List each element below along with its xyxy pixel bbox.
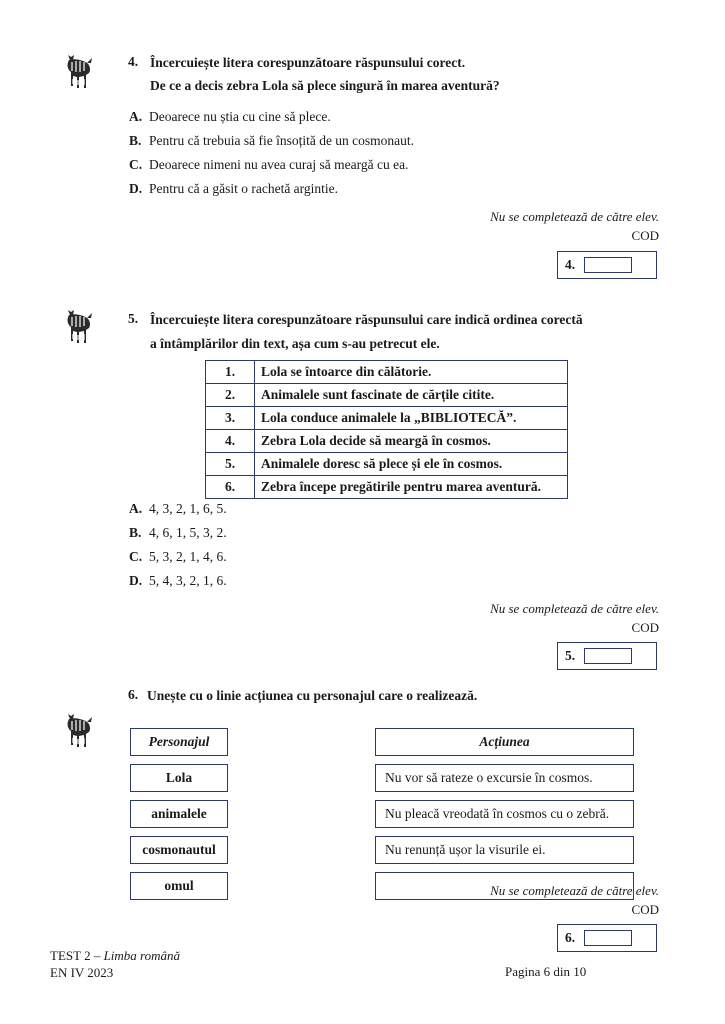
- cod-label-4: COD: [631, 228, 659, 243]
- question-4-number: 4.: [128, 54, 139, 69]
- zebra-icon: [62, 307, 96, 349]
- row-text: Animalele sunt fascinate de cărțile citite.: [255, 384, 568, 407]
- row-text: Animalele doresc să plece și ele în cosmos.: [255, 453, 568, 476]
- table-row: [206, 476, 568, 499]
- matching-left-item[interactable]: cosmonautul: [130, 836, 228, 864]
- question-6-number: 6.: [128, 687, 139, 702]
- option-c-text: 5, 3, 2, 1, 4, 6.: [149, 549, 227, 564]
- matching-right-column: [375, 728, 634, 908]
- question-4-substem: De ce a decis zebra Lola să plece singură în marea aventură?: [150, 78, 500, 93]
- option-a-letter: A.: [129, 501, 143, 516]
- option-d[interactable]: [129, 181, 338, 197]
- row-index: 2.: [206, 384, 255, 407]
- matching-right-header: Acțiunea: [375, 728, 634, 756]
- table-row: [206, 430, 568, 453]
- option-b-text: 4, 6, 1, 5, 3, 2.: [149, 525, 227, 540]
- matching-left-item[interactable]: omul: [130, 872, 228, 900]
- option-a[interactable]: [129, 109, 331, 125]
- table-row: [206, 453, 568, 476]
- option-a[interactable]: [129, 501, 227, 517]
- cod-box-4-blank[interactable]: [584, 257, 632, 273]
- cod-box-5[interactable]: [557, 642, 657, 670]
- cod-box-5-blank[interactable]: [584, 648, 632, 664]
- option-b-letter: B.: [129, 525, 142, 540]
- option-a-letter: A.: [129, 109, 143, 124]
- row-text: Lola se întoarce din călătorie.: [255, 361, 568, 384]
- footer-left: [50, 947, 180, 981]
- option-b-letter: B.: [129, 133, 142, 148]
- not-filled-note-4: Nu se completează de către elev.: [490, 209, 659, 224]
- question-5-number: 5.: [128, 311, 139, 326]
- row-text: Lola conduce animalele la „BIBLIOTECĂ”.: [255, 407, 568, 430]
- option-d-text: 5, 4, 3, 2, 1, 6.: [149, 573, 227, 588]
- option-b-text: Pentru că trebuia să fie însoțită de un cosmonaut.: [149, 133, 415, 148]
- option-b[interactable]: [129, 525, 227, 541]
- row-index: 3.: [206, 407, 255, 430]
- question-6-stem: Unește cu o linie acțiunea cu personajul care o realizează.: [147, 688, 478, 703]
- footer-test-italic: Limba română: [103, 948, 181, 963]
- matching-left-item[interactable]: animalele: [130, 800, 228, 828]
- question-4-stem: Încercuiește litera corespunzătoare răspunsului corect.: [150, 55, 466, 70]
- footer-page-number: Pagina 6 din 10: [505, 964, 587, 979]
- order-table: [205, 360, 568, 499]
- table-row: [206, 384, 568, 407]
- footer-exam-line: EN IV 2023: [50, 965, 114, 980]
- option-d-letter: D.: [129, 181, 143, 196]
- option-c[interactable]: [129, 157, 408, 173]
- cod-label-5: COD: [631, 620, 659, 635]
- option-d-text: Pentru că a găsit o rachetă argintie.: [149, 181, 339, 196]
- matching-right-item[interactable]: Nu vor să rateze o excursie în cosmos.: [375, 764, 634, 792]
- option-c[interactable]: [129, 549, 227, 565]
- footer-test-line: [50, 947, 180, 964]
- option-a-text: Deoarece nu știa cu cine să plece.: [149, 109, 331, 124]
- row-index: 5.: [206, 453, 255, 476]
- row-text: Zebra începe pregătirile pentru marea aventură.: [255, 476, 568, 499]
- matching-left-item[interactable]: Lola: [130, 764, 228, 792]
- cod-box-5-number: 5.: [565, 648, 576, 663]
- option-b[interactable]: [129, 133, 414, 149]
- zebra-icon: [62, 52, 96, 94]
- footer-test-plain: TEST 2 –: [50, 948, 104, 963]
- table-row: [206, 361, 568, 384]
- row-text: Zebra Lola decide să meargă în cosmos.: [255, 430, 568, 453]
- row-index: 4.: [206, 430, 255, 453]
- option-c-text: Deoarece nimeni nu avea curaj să meargă cu ea.: [149, 157, 409, 172]
- cod-box-6-number: 6.: [565, 930, 576, 945]
- not-filled-note-6: Nu se completează de către elev.: [490, 883, 659, 898]
- cod-box-6-blank[interactable]: [584, 930, 632, 946]
- row-index: 6.: [206, 476, 255, 499]
- option-a-text: 4, 3, 2, 1, 6, 5.: [149, 501, 227, 516]
- matching-left-column: [130, 728, 228, 908]
- matching-right-item[interactable]: Nu pleacă vreodată în cosmos cu o zebră.: [375, 800, 634, 828]
- cod-box-4[interactable]: [557, 251, 657, 279]
- table-row: [206, 407, 568, 430]
- question-5-stem-line2: a întâmplărilor din text, așa cum s-au petrecut ele.: [150, 336, 440, 351]
- option-c-letter: C.: [129, 157, 143, 172]
- option-d[interactable]: [129, 573, 227, 589]
- question-5-stem-line1: Încercuiește litera corespunzătoare răspunsului care indică ordinea corectă: [150, 312, 583, 327]
- cod-box-6[interactable]: [557, 924, 657, 952]
- zebra-icon: [62, 711, 96, 753]
- cod-label-6: COD: [631, 902, 659, 917]
- option-d-letter: D.: [129, 573, 143, 588]
- not-filled-note-5: Nu se completează de către elev.: [490, 601, 659, 616]
- cod-box-4-number: 4.: [565, 257, 576, 272]
- matching-left-header: Personajul: [130, 728, 228, 756]
- row-index: 1.: [206, 361, 255, 384]
- matching-right-item[interactable]: Nu renunță ușor la visurile ei.: [375, 836, 634, 864]
- option-c-letter: C.: [129, 549, 143, 564]
